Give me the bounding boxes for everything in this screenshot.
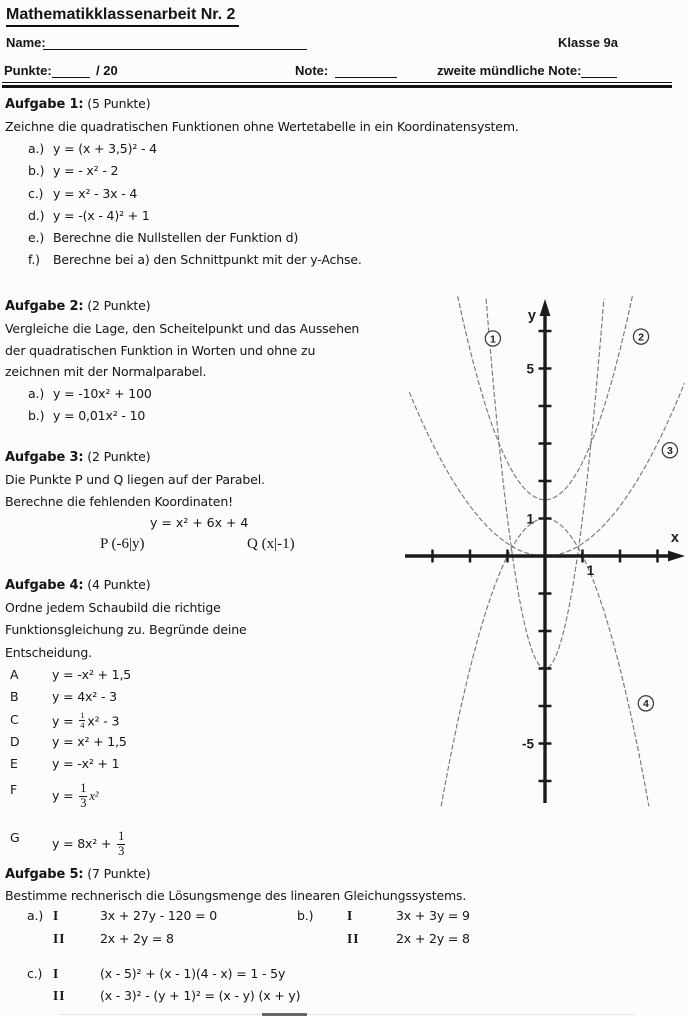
system-label (27, 988, 53, 1010)
function-letter: A (10, 666, 19, 682)
item-label: b.) (28, 407, 45, 423)
function-item-g (10, 821, 247, 860)
aufgabe-4-text: Entscheidung. (5, 644, 92, 660)
roman-numeral: II (347, 931, 360, 946)
function-item-e (10, 756, 247, 778)
aufgabe-3-heading (5, 449, 265, 472)
function-letter: G (10, 829, 20, 845)
aufgabe-1-points: (5 Punkte) (87, 96, 151, 111)
axis-name-labels (528, 308, 679, 546)
curve-label-number-1: 1 (489, 333, 496, 346)
function-equation: y = -x² + 1 (52, 756, 120, 772)
aufgabe-4-points: (4 Punkte) (87, 577, 151, 592)
equation-system-a (27, 908, 217, 954)
item-label: a.) (28, 386, 45, 402)
y-axis-label: y (527, 308, 536, 324)
function-letter: C (10, 711, 19, 727)
list-item (28, 386, 359, 408)
aufgabe-2-text: der quadratischen Funktion in Worten und ohne zu (5, 342, 316, 358)
function-item-a (10, 667, 247, 689)
item-label: b.) (28, 163, 45, 179)
roman-numeral: II (53, 931, 66, 946)
punkte-total: / 20 (96, 63, 118, 78)
roman-numeral: I (53, 908, 60, 923)
equation-system-b (297, 908, 470, 954)
aufgabe-5-title: Aufgabe 5: (5, 867, 84, 882)
coordinate-system-graph (393, 296, 688, 828)
function-equation: y = x² + 1,5 (52, 734, 127, 750)
list-item (28, 186, 519, 208)
fraction-numerator: 1 (80, 709, 85, 720)
aufgabe-2-text: zeichnen mit der Normalparabel. (5, 364, 207, 380)
y-tick-label: 1 (526, 511, 534, 527)
aufgabe-3-points: (2 Punkte) (87, 449, 151, 464)
system-label (27, 931, 53, 954)
function-equation: y = -x² + 1,5 (52, 666, 132, 682)
item-text: y = (x + 3,5)² - 4 (53, 141, 157, 156)
fraction-denominator: 4 (80, 720, 85, 731)
function-letter: B (10, 689, 19, 705)
aufgabe-4-text: Ordne jedem Schaubild die richtige (5, 600, 221, 615)
aufgabe-2-heading (5, 298, 359, 321)
item-label: c.) (28, 185, 44, 201)
function-item-d (10, 734, 247, 756)
list-item (28, 230, 519, 252)
function-equation: y = 4x² - 3 (52, 689, 117, 705)
item-text: y = x² - 3x - 4 (53, 185, 138, 201)
aufgabe-1-title: Aufgabe 1: (5, 97, 84, 112)
header-rule-thick (2, 85, 672, 88)
item-text: y = -(x - 4)² + 1 (53, 207, 150, 223)
aufgabe-3-point-p: P (-6|y) (100, 536, 145, 552)
page-title: Mathematikklassenarbeit Nr. 2 (6, 6, 239, 27)
header-rule-thin (2, 82, 672, 83)
axes (405, 299, 685, 803)
fraction-denominator: 3 (80, 795, 87, 810)
aufgabe-5-points: (7 Punkte) (87, 866, 151, 881)
system-row (27, 988, 300, 1010)
note-label: Note: (295, 63, 329, 78)
aufgabe-3-text: Die Punkte P und Q liegen auf der Parabel. (5, 472, 265, 487)
equation-part: y = 8x² + (52, 835, 116, 851)
aufgabe-3-point-q: Q (x|-1) (247, 536, 295, 552)
list-item (28, 208, 519, 230)
system-equation: 3x + 3y = 9 (396, 908, 470, 923)
item-label: d.) (28, 207, 45, 223)
equation-part: x² (89, 788, 99, 803)
punkte-blank-line (52, 63, 90, 78)
system-label: c.) (27, 966, 43, 981)
item-label: a.) (28, 141, 45, 156)
parabola-curves (409, 296, 684, 806)
system-equation: 3x + 27y - 120 = 0 (100, 908, 218, 923)
list-item (28, 141, 519, 163)
function-equation (52, 709, 120, 732)
zweite-note-blank-line (581, 63, 617, 78)
fraction-denominator: 3 (118, 843, 125, 858)
system-equation: (x - 3)² - (y + 1)² = (x - y) (x + y) (100, 988, 301, 1003)
aufgabe-3-equation: y = x² + 6x + 4 (150, 515, 249, 530)
function-equation (52, 782, 98, 811)
aufgabe-2-points: (2 Punkte) (87, 298, 151, 313)
list-item (28, 163, 519, 185)
aufgabe-2-text: Vergleiche die Lage, den Scheitelpunkt und das Aussehen (5, 321, 360, 336)
system-equation: 2x + 2y = 8 (396, 931, 470, 946)
aufgabe-3-title: Aufgabe 3: (5, 450, 84, 465)
y-tick-label: 5 (526, 361, 534, 377)
function-letter: E (10, 756, 18, 772)
equation-system-c (27, 966, 300, 1010)
section-aufgabe-3 (5, 449, 265, 516)
list-item (28, 252, 519, 274)
parabola-curve-3 (409, 383, 684, 556)
aufgabe-4-title: Aufgabe 4: (5, 578, 84, 593)
curve-number-labels (485, 329, 677, 711)
aufgabe-5-heading (5, 866, 466, 888)
system-row (27, 908, 217, 931)
item-text: Berechne die Nullstellen der Funktion d) (53, 230, 299, 246)
name-row (0, 35, 688, 52)
points-row (0, 63, 688, 80)
fraction-numerator: 1 (80, 780, 87, 795)
system-label (297, 931, 347, 954)
aufgabe-4-heading (5, 577, 247, 600)
aufgabe-4-text: Funktionsgleichung zu. Begründe deine (5, 622, 247, 638)
equation-part: y = (52, 787, 78, 803)
section-aufgabe-2 (5, 298, 359, 429)
item-text: y = -10x² + 100 (53, 386, 152, 402)
aufgabe-3-text: Berechne die fehlenden Koordinaten! (5, 494, 233, 509)
system-equation: 2x + 2y = 8 (100, 931, 174, 946)
note-blank-line (335, 63, 397, 78)
roman-numeral: II (53, 988, 66, 1003)
item-label: f.) (28, 252, 40, 268)
fraction (79, 711, 85, 731)
aufgabe-2-title: Aufgabe 2: (5, 299, 84, 314)
item-text: Berechne bei a) den Schnittpunkt mit der y-Achse. (53, 252, 362, 268)
system-row (297, 908, 470, 931)
function-letter: F (10, 781, 18, 797)
scan-artifact (262, 1013, 307, 1016)
aufgabe-1-intro: Zeichne die quadratischen Funktionen ohne Wertetabelle in ein Koordinatensystem. (5, 119, 519, 134)
x-axis-arrow (668, 551, 685, 562)
system-row (297, 931, 470, 954)
klasse-label: Klasse 9a (558, 35, 618, 50)
zweite-note-label: zweite mündliche Note: (437, 63, 582, 78)
equation-part: x² - 3 (87, 713, 120, 729)
fraction-numerator: 1 (118, 828, 125, 843)
item-text: y = - x² - 2 (53, 163, 119, 179)
curve-label-number-4: 4 (642, 698, 649, 711)
system-row (27, 931, 217, 954)
system-equation: (x - 5)² + (x - 1)(4 - x) = 1 - 5y (100, 966, 286, 981)
curve-label-number-3: 3 (666, 445, 673, 458)
punkte-label: Punkte: (4, 63, 52, 78)
item-label: e.) (28, 230, 45, 246)
equation-part: y = (52, 713, 78, 729)
section-aufgabe-4 (5, 577, 247, 860)
section-aufgabe-1 (5, 96, 519, 275)
function-item-b (10, 689, 247, 711)
roman-numeral: I (347, 908, 354, 923)
aufgabe-1-heading (5, 96, 519, 119)
system-label: a.) (27, 908, 44, 923)
function-item-f (10, 779, 247, 821)
system-label: b.) (297, 908, 314, 923)
fraction (117, 830, 125, 859)
function-item-c (10, 709, 247, 734)
system-row (27, 966, 300, 988)
curve-label-number-2: 2 (638, 331, 644, 344)
function-equation (52, 830, 127, 859)
y-axis-arrow (540, 299, 551, 316)
aufgabe-5-intro: Bestimme rechnerisch die Lösungsmenge des linearen Gleichungssystems. (5, 888, 467, 903)
roman-numeral: I (53, 966, 60, 981)
section-aufgabe-5 (5, 866, 466, 910)
x-axis-label: x (670, 530, 679, 546)
item-text: y = 0,01x² - 10 (53, 407, 146, 423)
fraction (79, 782, 87, 811)
x-tick-label: 1 (586, 563, 595, 578)
name-blank-line (43, 35, 307, 50)
name-label: Name: (6, 35, 46, 50)
list-item (28, 408, 359, 430)
function-letter: D (10, 734, 20, 750)
scan-artifact (60, 1014, 635, 1016)
y-tick-label: -5 (521, 736, 534, 752)
